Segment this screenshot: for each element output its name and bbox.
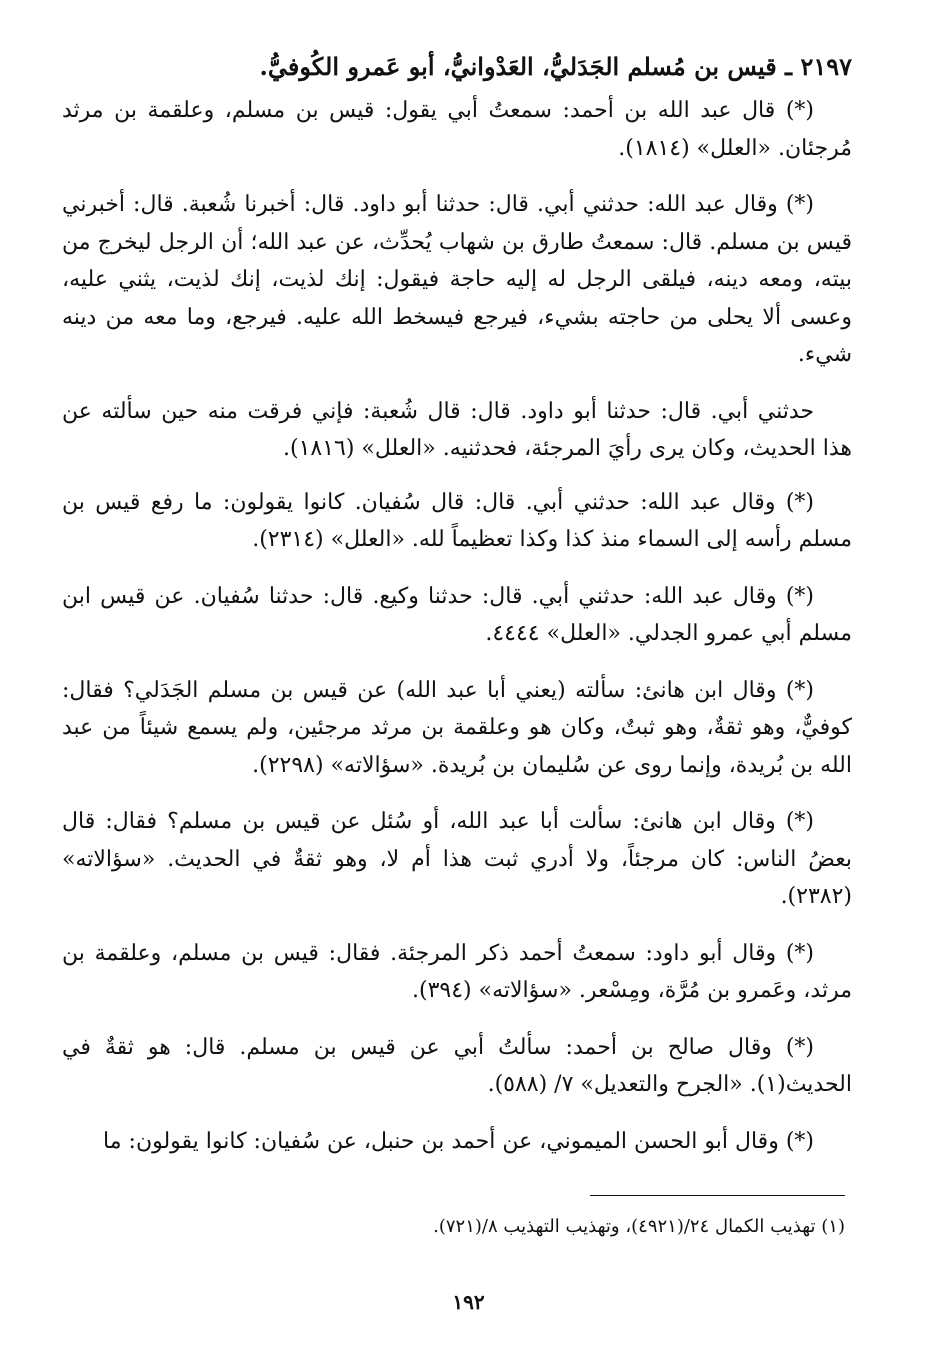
paragraph-3: حدثني أبي. قال: حدثنا أبو داود. قال: قال شُعبة: فإني فرقت منه حين سألته عن هذا الحديث، وكان يرى رأيَ المرجئة، فحدثنيه. «العلل» (١٨١٦).	[62, 398, 852, 461]
page-body	[62, 40, 852, 1179]
paragraph-10: (*) وقال أبو الحسن الميموني، عن أحمد بن حنبل، عن سُفيان: كانوا يقولون: ما	[103, 1128, 814, 1154]
paragraph-1: (*) قال عبد الله بن أحمد: سمعتُ أبي يقول: قيس بن مسلم، وعلقمة بن مرثد مُرجئان. «العلل» (١٨١٤).	[62, 98, 852, 161]
paragraph-7: (*) وقال ابن هانئ: سألت أبا عبد الله، أو سُئل عن قيس بن مسلم؟ فقال: قال بعضُ الناس: كان مرجئاً، ولا أدري ثبت هذا أم لا، وهو ثقةٌ في الحديث. «سؤالاته» (٢٣٨٢).	[62, 809, 852, 909]
footnote: (١) تهذيب الكمال ٢٤/(٤٩٢١)، وتهذيب التهذيب ٨/(٧٢١).	[433, 1216, 845, 1237]
paragraph-2: (*) وقال عبد الله: حدثني أبي. قال: حدثنا أبو داود. قال: أخبرنا شُعبة. قال: أخبرني قيس بن مسلم. قال: سمعتُ طارق بن شهاب يُحدِّث، عن عبد الله؛ أن الرجل ليخرج من بيته، ومعه دينه، فيلقى الرجل له إليه حاجة فيقول: إنك لذيت، إنك لذيت، يثني عليه، وعسى ألا يحلى من حاجته بشيء، فيرجع فيسخط الله عليه. فيرجع، وما معه من دينه شيء.	[62, 192, 853, 367]
paragraph-8: (*) وقال أبو داود: سمعتُ أحمد ذكر المرجئة. فقال: قيس بن مسلم، وعلقمة بن مرثد، وعَمرو بن مُرَّة، ومِسْعر. «سؤالاته» (٣٩٤).	[62, 940, 852, 1003]
entry-heading: ٢١٩٧ ـ قيس بن مُسلم الجَدَليُّ، العَدْوانيُّ، أبو عَمرو الكُوفيُّ.	[259, 52, 852, 81]
paragraph-9: (*) وقال صالح بن أحمد: سألتُ أبي عن قيس بن مسلم. قال: هو ثقةٌ في الحديث(١). «الجرح والتعديل» ٧/ (٥٨٨).	[62, 1034, 852, 1097]
page-number: ١٩٢	[452, 1290, 485, 1314]
paragraph-4: (*) وقال عبد الله: حدثني أبي. قال: قال سُفيان. كانوا يقولون: ما رفع قيس بن مسلم رأسه إلى السماء منذ كذا وكذا تعظيماً لله. «العلل» (٢٣١٤).	[62, 489, 852, 552]
paragraph-6: (*) وقال ابن هانئ: سألته (يعني أبا عبد الله) عن قيس بن مسلم الجَدَلي؟ فقال: كوفيٌّ، وهو ثقةٌ، وهو ثبتٌ، وكان هو وعلقمة بن مرثد مرجئين، ولم يسمع شيئاً من عبد الله بن بُريدة، وإنما روى عن سُليمان بن بُريدة. «سؤالاته» (٢٢٩٨).	[62, 677, 852, 778]
footnote-divider	[590, 1195, 845, 1196]
paragraph-5: (*) وقال عبد الله: حدثني أبي. قال: حدثنا وكيع. قال: حدثنا سُفيان. عن قيس ابن مسلم أبي عمرو الجدلي. «العلل» ٤٤٤٤.	[62, 583, 852, 646]
